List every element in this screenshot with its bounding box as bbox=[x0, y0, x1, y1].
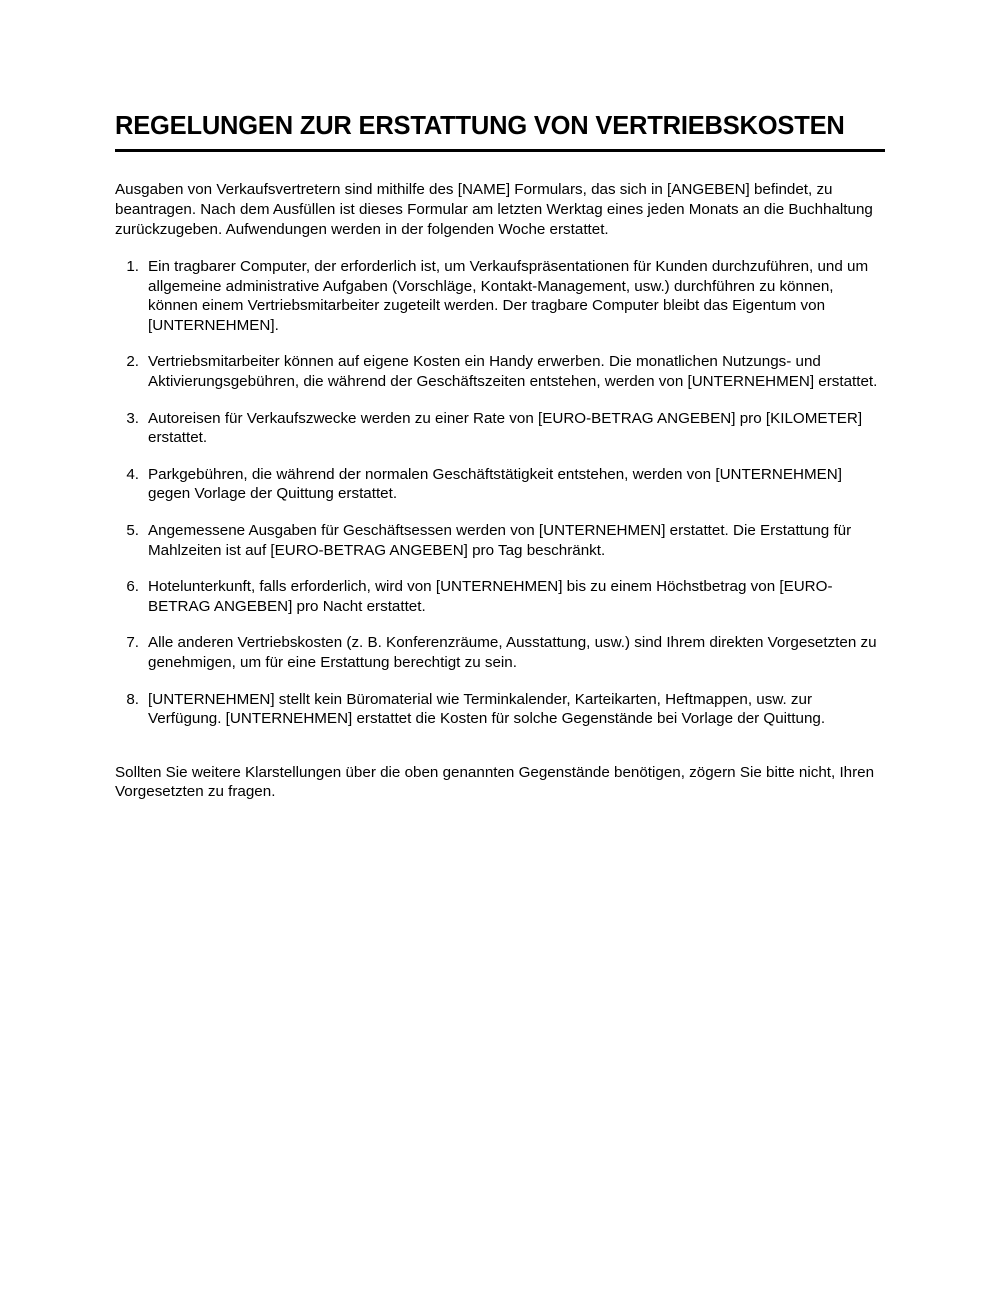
document-content bbox=[115, 112, 885, 817]
list-item bbox=[115, 409, 885, 448]
page-title: REGELUNGEN ZUR ERSTATTUNG VON VERTRIEBSKOSTEN bbox=[115, 112, 845, 140]
list-item-text: Ein tragbarer Computer, der erforderlich ist, um Verkaufspräsentationen für Kunden durchzuführen, und um allgemeine administrative Aufgaben (Vorschläge, Kontakt-Management, usw.) durchführen zu können, können einem Vertriebsmitarbeiter zugeteilt werden. Der tragbare Computer bleibt das Eigentum von [UNTERNEHMEN]. bbox=[148, 258, 869, 334]
closing-paragraph: Sollten Sie weitere Klarstellungen über die oben genannten Gegenstände benötigen, zögern Sie bitte nicht, Ihren Vorgesetzten zu fragen. bbox=[115, 763, 875, 801]
list-item-number: 7. bbox=[126, 634, 139, 652]
list-item-text: Autoreisen für Verkaufszwecke werden zu einer Rate von [EURO-BETRAG ANGEBEN] pro [KILOMETER] erstattet. bbox=[148, 409, 863, 447]
list-item-number: 3. bbox=[126, 409, 139, 427]
list-item-text: Hotelunterkunft, falls erforderlich, wird von [UNTERNEHMEN] bis zu einem Höchstbetrag von [EURO-BETRAG ANGEBEN] pro Nacht erstattet. bbox=[148, 578, 833, 615]
list-item-text: Angemessene Ausgaben für Geschäftsessen werden von [UNTERNEHMEN] erstattet. Die Erstattung für Mahlzeiten ist auf [EURO-BETRAG ANGEBEN] pro Tag beschränkt. bbox=[148, 522, 852, 559]
list-item-number: 2. bbox=[126, 353, 139, 371]
list-item bbox=[115, 690, 885, 729]
list-item-text: Vertriebsmitarbeiter können auf eigene Kosten ein Handy erwerben. Die monatlichen Nutzungs- und Aktivierungsgebühren, die während der Geschäftszeiten entstehen, werden von [UNTERNEHMEN] erstattet. bbox=[148, 353, 878, 391]
list-item-number: 1. bbox=[126, 258, 139, 276]
list-item bbox=[115, 465, 885, 504]
list-item bbox=[115, 257, 885, 335]
list-item-number: 4. bbox=[126, 465, 139, 483]
list-item bbox=[115, 521, 885, 560]
list-item-text: Parkgebühren, die während der normalen Geschäftstätigkeit entstehen, werden von [UNTERNEHMEN] gegen Vorlage der Quittung erstattet. bbox=[148, 465, 842, 503]
list-item bbox=[115, 633, 885, 672]
list-item-number: 6. bbox=[126, 578, 139, 596]
list-item-number: 8. bbox=[126, 690, 139, 708]
intro-paragraph: Ausgaben von Verkaufsvertretern sind mithilfe des [NAME] Formulars, das sich in [ANGEBEN] befindet, zu beantragen. Nach dem Ausfüllen ist dieses Formular am letzten Werktag eines jeden Monats an die Buchhaltung zurückzugeben. Aufwendungen werden in der folgenden Woche erstattet. bbox=[115, 181, 873, 238]
list-item-text: [UNTERNEHMEN] stellt kein Büromaterial wie Terminkalender, Karteikarten, Heftmappen, usw. zur Verfügung. [UNTERNEHMEN] erstattet die Kosten für solche Gegenstände bei Vorlage der Quittung. bbox=[148, 690, 826, 728]
list-item bbox=[115, 352, 885, 391]
list-item-text: Alle anderen Vertriebskosten (z. B. Konferenzräume, Ausstattung, usw.) sind Ihrem direkten Vorgesetzten zu genehmigen, um für eine Erstattung berechtigt zu sein. bbox=[148, 634, 877, 671]
rules-list bbox=[115, 257, 885, 729]
list-item bbox=[115, 577, 885, 616]
list-item-number: 5. bbox=[126, 522, 139, 540]
title-divider bbox=[115, 149, 885, 152]
